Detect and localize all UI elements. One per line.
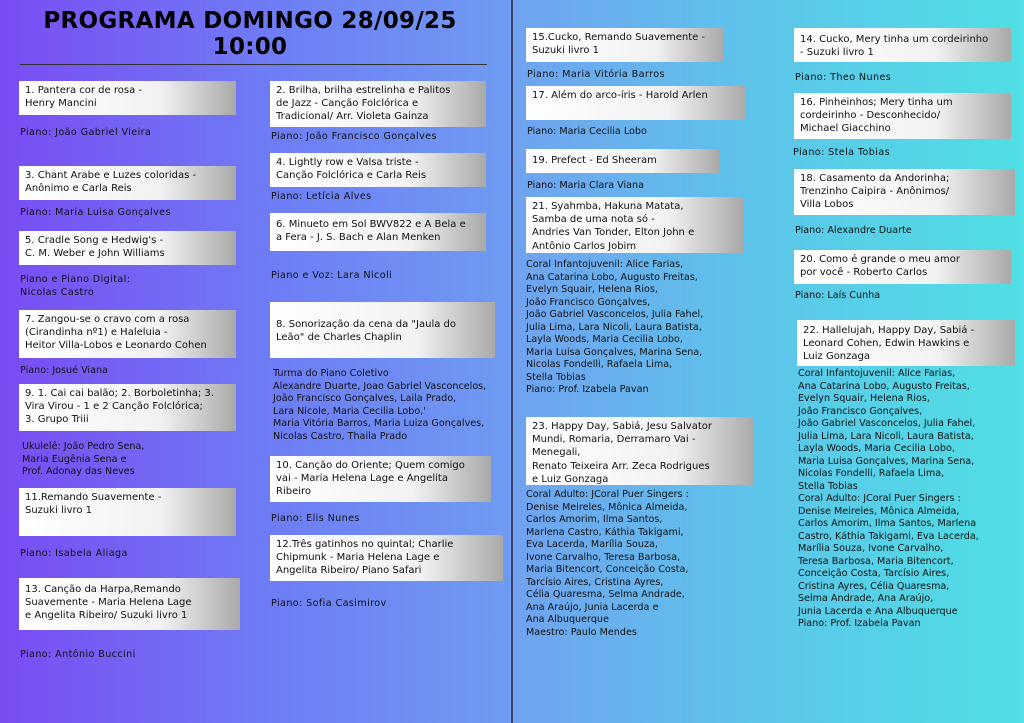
program-card-15: 15.Cucko, Remando Suavemente - Suzuki livro 1 xyxy=(526,28,724,62)
performer-20: Piano: Laís Cunha xyxy=(795,290,881,301)
performer-16: Piano: Stela Tobias xyxy=(793,147,891,158)
performer-22: Coral Infantojuvenil: Alice Farias, Ana Catarina Lobo, Augusto Freitas, Evelyn Squair, Helena Rios, João Francisco Gonçalves, João Gabriel Vasconcelos, Julia Fahel, Julia Lima, Lara Nicoli, Laura Batista, Layla Woods, Maria Cecilia Lobo, Maria Luisa Gonçalves, Marina Sena, Nicolas Fondelli, Rafaela Lima, Stella Tobias Coral Adulto: JCoral Puer Singers : Denise Meireles, Mônica Almeida, Carlos Amorim, Ilma Santos, Marlena Castro, Káthia Takigami, Eva Lacerda, Marília Souza, Ivone Carvalho, Teresa Barbosa, Maria Bitencort, Conceição Costa, Tarcísio Aires, Cristina Ayres, Célia Quaresma, Selma Andrade, Ana Araújo, Junia Lacerda e Ana Albuquerque Piano: Prof. Izabela Pavan xyxy=(798,368,979,629)
performer-18: Piano: Alexandre Duarte xyxy=(795,225,912,236)
performer-17: Piano: Maria Cecilia Lobo xyxy=(527,126,647,137)
program-card-14: 14. Cucko, Mery tinha um cordeirinho - Suzuki livro 1 xyxy=(794,28,1011,62)
program-card-17: 17. Além do arco-íris - Harold Arlen xyxy=(526,86,746,120)
performer-10: Piano: Elis Nunes xyxy=(271,513,360,524)
program-card-1: 1. Pantera cor de rosa - Henry Mancini xyxy=(19,81,236,115)
program-card-19: 19. Prefect - Ed Sheeram xyxy=(526,149,719,173)
program-card-10: 10. Canção do Oriente; Quem comigo vai - Maria Helena Lage e Angelita Ribeiro xyxy=(270,456,491,502)
performer-1: Piano: João Gabriel Vieira xyxy=(20,127,152,138)
program-title xyxy=(30,8,470,60)
program-card-6: 6. Minueto em Sol BWV822 e A Bela e a Fera - J. S. Bach e Alan Menken xyxy=(270,213,486,251)
performer-11: Piano: Isabela Aliaga xyxy=(20,548,128,559)
program-card-3: 3. Chant Arabe e Luzes coloridas - Anônimo e Carla Reis xyxy=(19,166,236,200)
performer-2: Piano: João Francisco Gonçalves xyxy=(271,131,437,142)
performer-19: Piano: Maria Clara Viana xyxy=(527,180,645,191)
performer-6: Piano e Voz: Lara Nicoli xyxy=(271,270,393,281)
performer-5: Piano e Piano Digital: Nicolas Castro xyxy=(20,274,131,298)
program-card-12: 12.Três gatinhos no quintal; Charlie Chipmunk - Maria Helena Lage e Angelita Ribeiro/ Piano Safari xyxy=(270,535,503,581)
performer-15: Piano: Maria Vitória Barros xyxy=(527,69,665,80)
program-card-20: 20. Como é grande o meu amor por você - Roberto Carlos xyxy=(794,250,1011,284)
program-card-13: 13. Canção da Harpa,Remando Suavemente - Maria Helena Lage e Angelita Ribeiro/ Suzuki livro 1 xyxy=(19,578,240,630)
performer-14: Piano: Theo Nunes xyxy=(795,72,892,83)
performer-9: Ukulelê: João Pedro Sena, Maria Eugênia Sena e Prof. Adonay das Neves xyxy=(22,441,145,477)
program-card-11: 11.Remando Suavemente - Suzuki livro 1 xyxy=(19,488,236,536)
program-card-21: 21. Syahmba, Hakuna Matata, Samba de uma nota só - Andries Van Tonder, Elton John e Antônio Carlos Jobim xyxy=(526,197,743,253)
program-card-16: 16. Pinheinhos; Mery tinha um cordeirinho - Desconhecido/ Michael Giacchino xyxy=(794,93,1011,139)
title-divider xyxy=(20,64,487,65)
program-card-5: 5. Cradle Song e Hedwig's - C. M. Weber e John Williams xyxy=(19,231,236,265)
performer-4: Piano: Letícia Alves xyxy=(271,191,372,202)
title-line-2: 10:00 xyxy=(212,34,288,60)
performer-3: Piano: Maria Luisa Gonçalves xyxy=(20,207,171,218)
performer-12: Piano: Sofia Casimirov xyxy=(271,598,387,609)
performer-13: Piano: Antônio Buccini xyxy=(20,649,136,660)
program-card-2: 2. Brilha, brilha estrelinha e Palitos de Jazz - Canção Folclórica e Tradicional/ Arr. Violeta Gainza xyxy=(270,81,486,127)
program-card-23: 23. Happy Day, Sabiá, Jesu Salvator Mundi, Romaria, Derramaro Vai - Menegali, Renato Teixeira Arr. Zeca Rodrigues e Luiz Gonzaga xyxy=(526,417,754,485)
program-card-18: 18. Casamento da Andorinha; Trenzinho Caipira - Anônimos/ Villa Lobos xyxy=(794,169,1015,215)
performer-21: Coral Infantojuvenil: Alice Farias, Ana Catarina Lobo, Augusto Freitas, Evelyn Squair, Helena Rios, João Francisco Gonçalves, João Gabriel Vasconcelos, Julia Fahel, Julia Lima, Lara Nicoli, Laura Batista, Layla Woods, Maria Cecilia Lobo, Maria Luisa Gonçalves, Marina Sena, Nicolas Fondelli, Rafaela Lima, Stella Tobias Piano: Prof. Izabela Pavan xyxy=(526,259,704,395)
program-card-9: 9. 1. Cai cai balão; 2. Borboletinha; 3. Vira Virou - 1 e 2 Canção Folclórica; 3. Grupo Triii xyxy=(19,384,236,431)
title-line-1: PROGRAMA DOMINGO 28/09/25 xyxy=(43,8,457,34)
page-fold xyxy=(511,0,513,723)
program-card-7: 7. Zangou-se o cravo com a rosa (Cirandinha nº1) e Haleluia - Heitor Villa-Lobos e Leonardo Cohen xyxy=(19,310,236,358)
performer-7: Piano: Josué Viana xyxy=(20,365,108,376)
performer-8: Turma do Piano Coletivo Alexandre Duarte, Joao Gabriel Vasconcelos, João Francisco Gonçalves, Laila Prado, Lara Nicole, Maria Cecilia Lobo,' Maria Vitória Barros, Maria Luiza Gonçalves, Nicolas Castro, Thaila Prado xyxy=(273,368,487,442)
performer-23: Coral Adulto: JCoral Puer Singers : Denise Meireles, Mônica Almeida, Carlos Amorim, Ilma Santos, Marlena Castro, Káthia Takigami, Eva Lacerda, Marília Souza, Ivone Carvalho, Teresa Barbosa, Maria Bitencort, Conceição Costa, Tarcísio Aires, Cristina Ayres, Célia Quaresma, Selma Andrade, Ana Araújo, Junia Lacerda e Ana Albuquerque Maestro: Paulo Mendes xyxy=(526,489,689,638)
program-card-22: 22. Hallelujah, Happy Day, Sabiá - Leonard Cohen, Edwin Hawkins e Luiz Gonzaga xyxy=(797,320,1015,366)
program-card-4: 4. Lightly row e Valsa triste - Canção Folclórica e Carla Reis xyxy=(270,153,486,187)
program-card-8: 8. Sonorização da cena da "Jaula do Leão" de Charles Chaplin xyxy=(270,302,495,358)
